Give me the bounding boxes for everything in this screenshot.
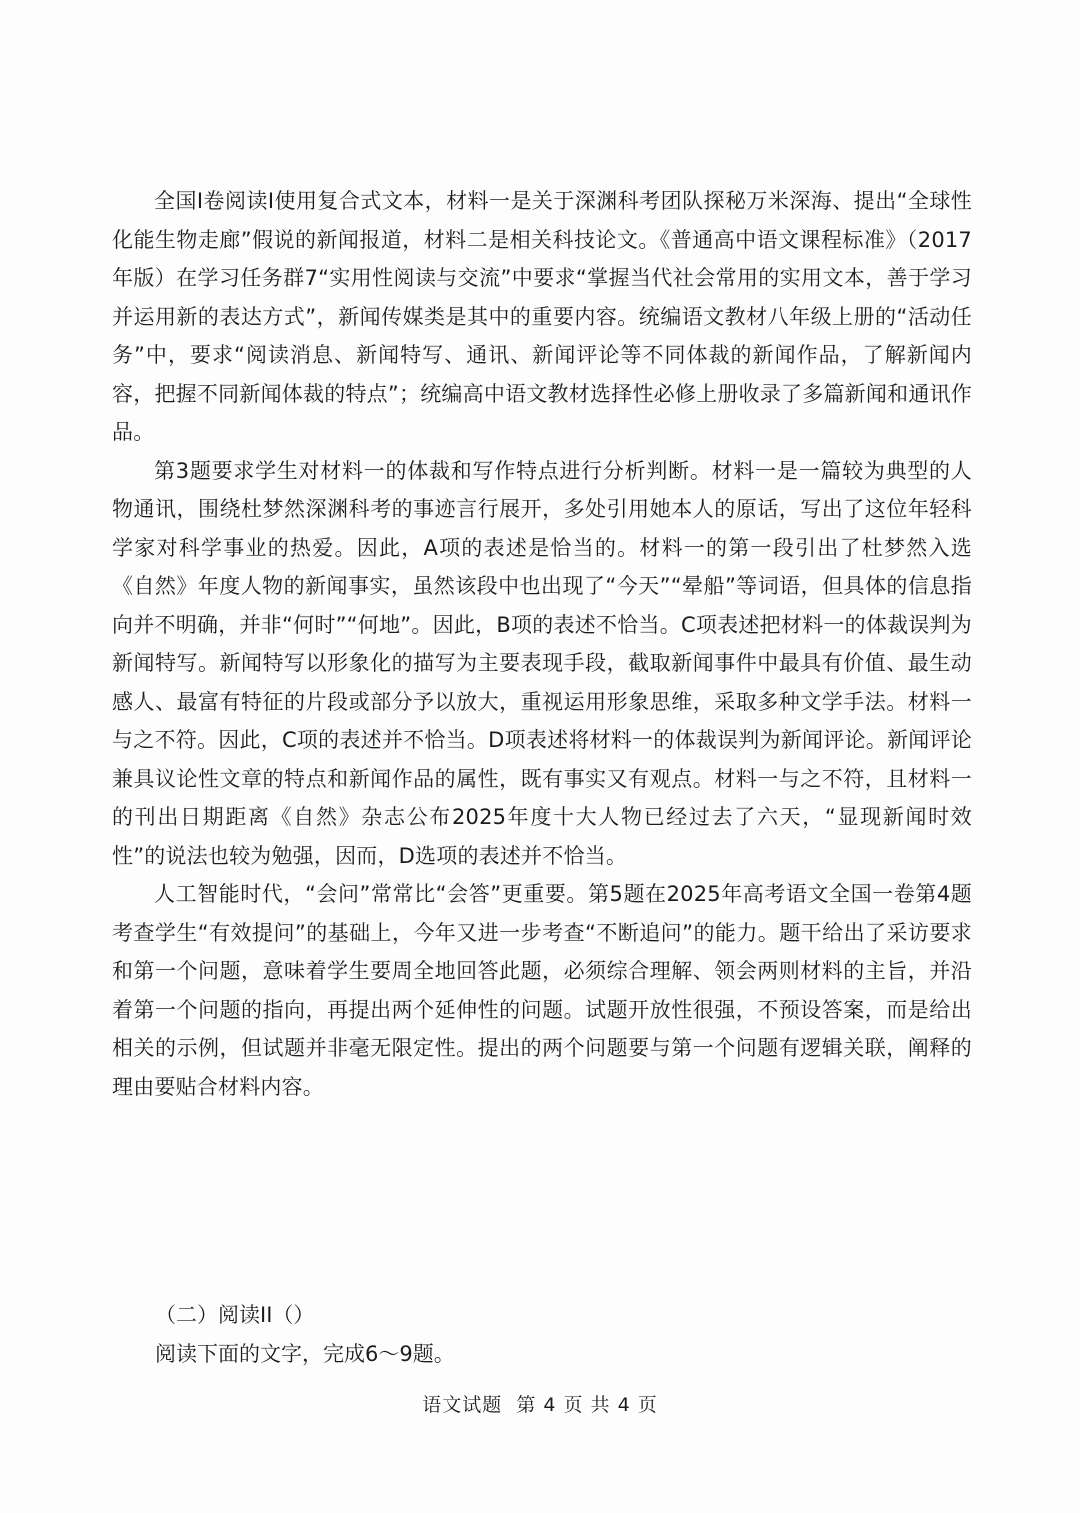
paragraph-reading-one-overview: 全国Ⅰ卷阅读Ⅰ使用复合式文本，材料一是关于深渊科考团队探秘万米深海、提出“全球性化能生物走廊”假说的新闻报道，材料二是相关科技论文。《普通高中语文课程标准》（2017年版）在学习任务群7“实用性阅读与交流”中要求“掌握当代社会常用的实用文本，善于学习并运用新的表达方式”，新闻传媒类是其中的重要内容。统编语文教材八年级上册的“活动任务”中，要求“阅读消息、新闻特写、通讯、新闻评论等不同体裁的新闻作品，了解新闻内容，把握不同新闻体裁的特点”；统编高中语文教材选择性必修上册收录了多篇新闻和通讯作品。 (112, 189, 972, 444)
page-footer (0, 1390, 1080, 1417)
section-instruction: 阅读下面的文字，完成6～9题。 (155, 1341, 455, 1366)
reading-two-section (155, 1296, 975, 1373)
paragraph-question-5-analysis: 人工智能时代，“会问”常常比“会答”更重要。第5题在2025年高考语文全国一卷第4题考查学生“有效提问”的基础上，今年又进一步考查“不断追问”的能力。题干给出了采访要求和第一个问题，意味着学生要周全地回答此题，必须综合理解、领会两则材料的主旨，并沿着第一个问题的指向，再提出两个延伸性的问题。试题开放性很强，不预设答案，而是给出相关的示例，但试题并非毫无限定性。提出的两个问题要与第一个问题有逻辑关联，阐释的理由要贴合材料内容。 (112, 882, 972, 1099)
analysis-text (112, 182, 972, 1106)
section-heading: （二）阅读II（） (155, 1303, 315, 1327)
paragraph-question-3-analysis: 第3题要求学生对材料一的体裁和写作特点进行分析判断。材料一是一篇较为典型的人物通讯，围绕杜梦然深渊科考的事迹言行展开，多处引用她本人的原话，写出了这位年轻科学家对科学事业的热爱。因此，A项的表述是恰当的。材料一的第一段引出了杜梦然入选《自然》年度人物的新闻事实，虽然该段中也出现了“今天”“晕船”等词语，但具体的信息指向并不明确，并非“何时”“何地”。因此，B项的表述不恰当。C项表述把材料一的体裁误判为新闻特写。新闻特写以形象化的描写为主要表现手段，截取新闻事件中最具有价值、最生动感人、最富有特征的片段或部分予以放大，重视运用形象思维，采取多种文学手法。材料一与之不符。因此，C项的表述并不恰当。D项表述将材料一的体裁误判为新闻评论。新闻评论兼具议论性文章的特点和新闻作品的属性，既有事实又有观点。材料一与之不符，且材料一的刊出日期距离《自然》杂志公布2025年度十大人物已经过去了六天，“显现新闻时效性”的说法也较为勉强，因而，D选项的表述并不恰当。 (112, 458, 972, 868)
footer-page-number: 语文试题 第 4 页 共 4 页 (422, 1394, 658, 1416)
